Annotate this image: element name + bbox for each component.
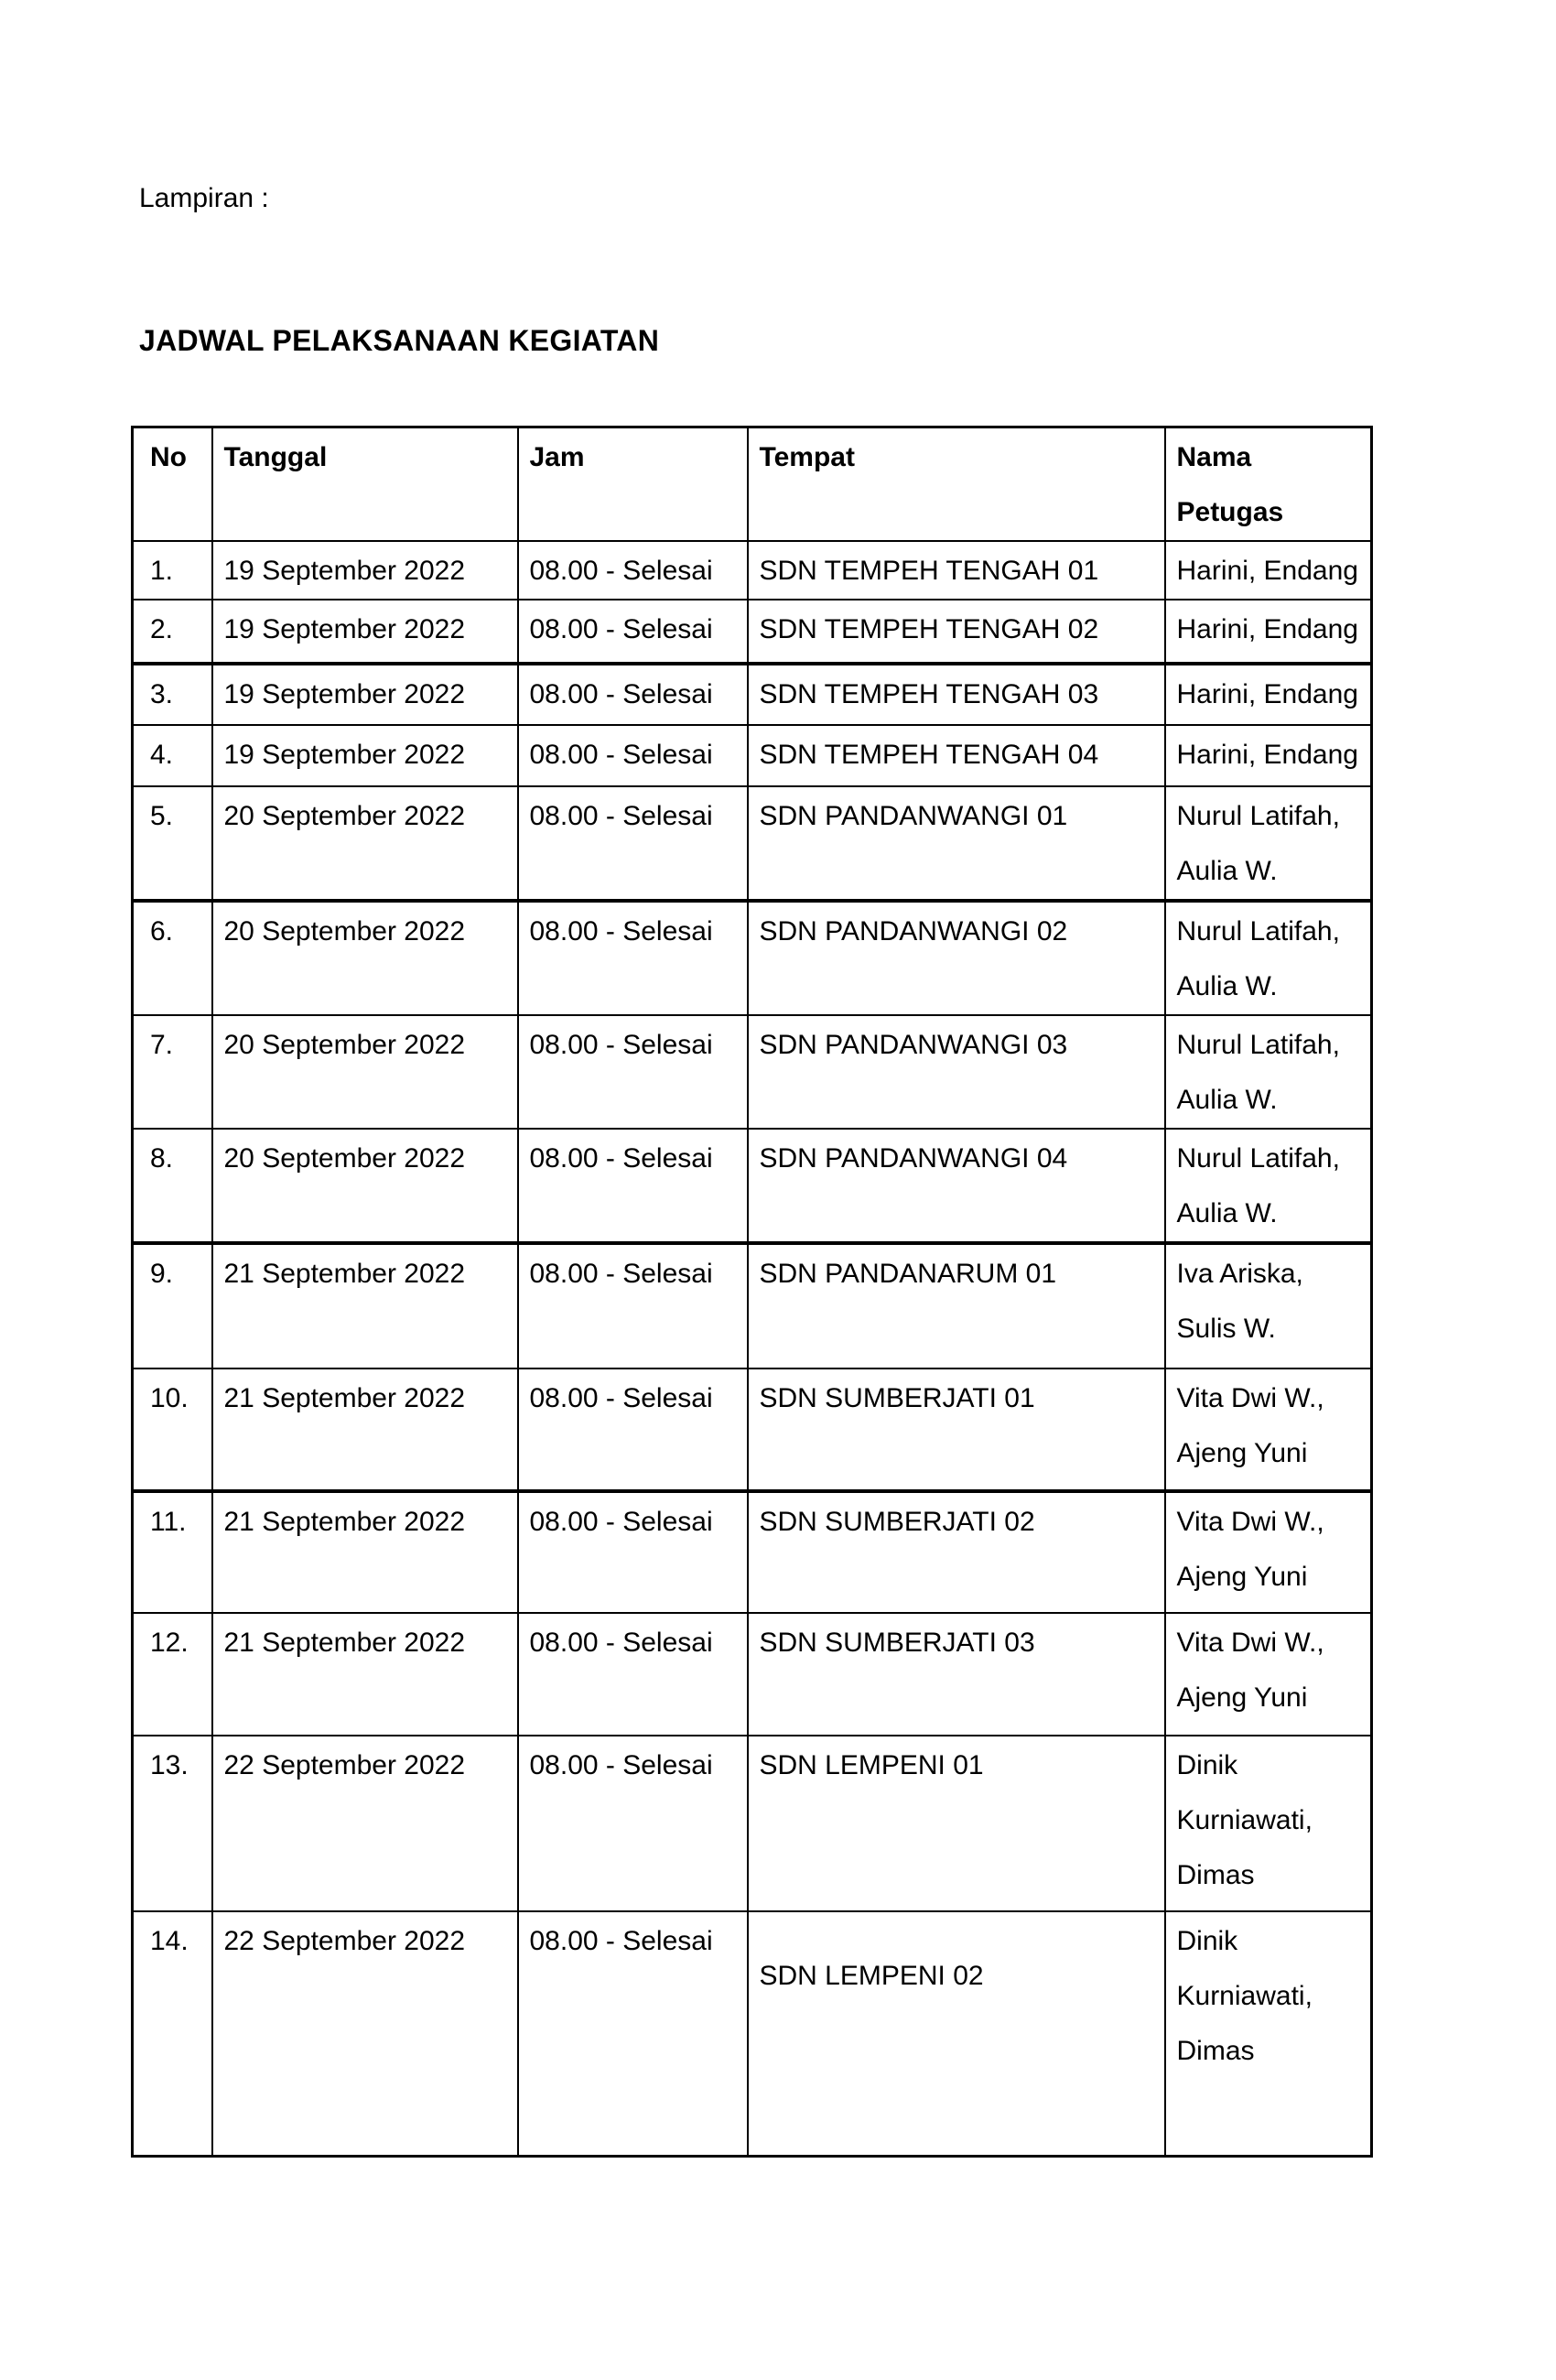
cell-tanggal (212, 1736, 518, 1911)
cell-text-line: Sulis W. (1176, 1314, 1276, 1344)
table-row (133, 541, 1372, 600)
cell-text-line: 20 September 2022 (223, 1030, 466, 1060)
cell-petugas (1165, 901, 1372, 1015)
cell-tempat (748, 1911, 1165, 2156)
cell-no (133, 1613, 212, 1736)
cell-jam (518, 541, 748, 600)
cell-text-line: SDN TEMPEH TENGAH 04 (759, 740, 1099, 770)
cell-text-line: Nurul Latifah, (1176, 801, 1340, 831)
table-row (133, 1491, 1372, 1613)
cell-petugas (1165, 1243, 1372, 1368)
cell-petugas (1165, 1368, 1372, 1491)
cell-text-line: 22 September 2022 (223, 1750, 466, 1780)
cell-text-line: Harini, Endang (1176, 556, 1358, 586)
cell-text-line: 20 September 2022 (223, 801, 466, 831)
cell-text-line: 6. (150, 916, 174, 947)
cell-tanggal (212, 786, 518, 901)
cell-jam (518, 600, 748, 664)
cell-text-line: Iva Ariska, (1176, 1259, 1303, 1289)
cell-text-line: Tanggal (223, 442, 328, 472)
cell-tanggal (212, 1368, 518, 1491)
cell-tempat (748, 901, 1165, 1015)
cell-text-line: 08.00 - Selesai (529, 1628, 713, 1658)
cell-text-line: Petugas (1176, 497, 1284, 527)
header-cell-no (133, 427, 212, 542)
cell-text-line: Aulia W. (1176, 1198, 1278, 1228)
cell-text-line: Ajeng Yuni (1176, 1682, 1308, 1713)
cell-text-line: 08.00 - Selesai (529, 740, 713, 770)
table-row (133, 1368, 1372, 1491)
cell-text-line: 08.00 - Selesai (529, 1383, 713, 1413)
cell-text-line: 20 September 2022 (223, 1143, 466, 1174)
cell-petugas (1165, 1736, 1372, 1911)
cell-text-line: Nurul Latifah, (1176, 1030, 1340, 1060)
cell-text-line: Dimas (1176, 2036, 1255, 2066)
page-title: JADWAL PELAKSANAAN KEGIATAN (139, 324, 660, 357)
cell-text-line: SDN SUMBERJATI 01 (759, 1383, 1035, 1413)
cell-tanggal (212, 541, 518, 600)
header-cell-tempat (748, 427, 1165, 542)
cell-tanggal (212, 725, 518, 786)
cell-text-line: No (150, 442, 187, 472)
table-row (133, 1613, 1372, 1736)
cell-text-line: 08.00 - Selesai (529, 801, 713, 831)
cell-no (133, 901, 212, 1015)
cell-text-line: SDN PANDANWANGI 02 (759, 916, 1068, 947)
table-row (133, 664, 1372, 725)
cell-text-line: SDN PANDANWANGI 01 (759, 801, 1068, 831)
header-cell-petugas (1165, 427, 1372, 542)
cell-text-line: SDN TEMPEH TENGAH 02 (759, 614, 1099, 644)
cell-text-line: Nama (1176, 442, 1252, 472)
cell-tempat (748, 786, 1165, 901)
cell-text-line: Harini, Endang (1176, 679, 1358, 709)
cell-text-line: 7. (150, 1030, 174, 1060)
cell-text-line: 08.00 - Selesai (529, 614, 713, 644)
cell-text-line: SDN LEMPENI 02 (759, 1961, 984, 1991)
cell-tempat (748, 1243, 1165, 1368)
cell-petugas (1165, 1129, 1372, 1243)
cell-jam (518, 1613, 748, 1736)
cell-jam (518, 1015, 748, 1129)
cell-text-line: Dimas (1176, 1860, 1255, 1890)
cell-text-line: 10. (150, 1383, 189, 1413)
cell-text-line: 08.00 - Selesai (529, 1507, 713, 1537)
cell-no (133, 1015, 212, 1129)
cell-text-line: 19 September 2022 (223, 556, 466, 586)
cell-petugas (1165, 600, 1372, 664)
cell-text-line: Aulia W. (1176, 971, 1278, 1001)
table-row (133, 1243, 1372, 1368)
cell-tempat (748, 664, 1165, 725)
cell-text-line: SDN SUMBERJATI 02 (759, 1507, 1035, 1537)
cell-petugas (1165, 1911, 1372, 2156)
cell-text-line: 08.00 - Selesai (529, 916, 713, 947)
cell-text-line: 21 September 2022 (223, 1507, 466, 1537)
cell-jam (518, 1491, 748, 1613)
cell-tanggal (212, 1491, 518, 1613)
cell-text-line: SDN PANDANWANGI 04 (759, 1143, 1068, 1174)
cell-text-line: Vita Dwi W., (1176, 1383, 1324, 1413)
cell-petugas (1165, 1015, 1372, 1129)
cell-tanggal (212, 600, 518, 664)
cell-tempat (748, 1491, 1165, 1613)
cell-text-line: 19 September 2022 (223, 740, 466, 770)
cell-no (133, 1243, 212, 1368)
cell-text-line: 21 September 2022 (223, 1628, 466, 1658)
cell-no (133, 1911, 212, 2156)
cell-tanggal (212, 901, 518, 1015)
cell-text-line: Aulia W. (1176, 856, 1278, 886)
cell-no (133, 541, 212, 600)
cell-text-line: Kurniawati, (1176, 1981, 1313, 2011)
cell-text-line: Harini, Endang (1176, 614, 1358, 644)
cell-no (133, 664, 212, 725)
cell-tempat (748, 1736, 1165, 1911)
cell-text-line: SDN LEMPENI 01 (759, 1750, 984, 1780)
cell-text-line: Harini, Endang (1176, 740, 1358, 770)
cell-text-line: Ajeng Yuni (1176, 1562, 1308, 1592)
cell-text-line: 1. (150, 556, 174, 586)
table-row (133, 901, 1372, 1015)
table-row (133, 786, 1372, 901)
cell-tanggal (212, 664, 518, 725)
cell-jam (518, 1129, 748, 1243)
cell-tanggal (212, 1613, 518, 1736)
lampiran-label: Lampiran : (139, 183, 269, 213)
cell-text-line: 4. (150, 740, 174, 770)
cell-jam (518, 901, 748, 1015)
cell-text-line: 19 September 2022 (223, 679, 466, 709)
cell-petugas (1165, 786, 1372, 901)
cell-petugas (1165, 725, 1372, 786)
cell-text-line: 08.00 - Selesai (529, 1143, 713, 1174)
cell-no (133, 1368, 212, 1491)
cell-petugas (1165, 664, 1372, 725)
cell-text-line: Jam (529, 442, 585, 472)
cell-no (133, 1491, 212, 1613)
cell-text-line: 08.00 - Selesai (529, 556, 713, 586)
cell-text-line: Aulia W. (1176, 1085, 1278, 1115)
cell-text-line: 3. (150, 679, 174, 709)
schedule-table (131, 426, 1373, 2158)
cell-tempat (748, 600, 1165, 664)
table-row (133, 600, 1372, 664)
table-row (133, 1129, 1372, 1243)
cell-no (133, 725, 212, 786)
cell-text-line: SDN TEMPEH TENGAH 01 (759, 556, 1099, 586)
cell-text-line: 20 September 2022 (223, 916, 466, 947)
cell-text-line: 8. (150, 1143, 174, 1174)
cell-text-line: 08.00 - Selesai (529, 1030, 713, 1060)
cell-no (133, 1736, 212, 1911)
cell-text-line: 21 September 2022 (223, 1259, 466, 1289)
table-body (133, 541, 1372, 2156)
cell-no (133, 1129, 212, 1243)
cell-tanggal (212, 1911, 518, 2156)
cell-petugas (1165, 1491, 1372, 1613)
header-cell-jam (518, 427, 748, 542)
cell-petugas (1165, 541, 1372, 600)
cell-jam (518, 1243, 748, 1368)
cell-jam (518, 664, 748, 725)
cell-text-line: 11. (150, 1507, 187, 1537)
cell-no (133, 786, 212, 901)
cell-text-line: Nurul Latifah, (1176, 1143, 1340, 1174)
header-row (133, 427, 1372, 542)
cell-jam (518, 1911, 748, 2156)
cell-text-line: 08.00 - Selesai (529, 1750, 713, 1780)
table-row (133, 725, 1372, 786)
cell-text-line: 08.00 - Selesai (529, 1259, 713, 1289)
table-row (133, 1015, 1372, 1129)
cell-jam (518, 786, 748, 901)
cell-text-line: 5. (150, 801, 174, 831)
cell-tanggal (212, 1129, 518, 1243)
cell-text-line: 14. (150, 1926, 189, 1956)
cell-text-line: SDN SUMBERJATI 03 (759, 1628, 1035, 1658)
header-cell-tanggal (212, 427, 518, 542)
cell-text-line: 2. (150, 614, 174, 644)
cell-text-line: Vita Dwi W., (1176, 1628, 1324, 1658)
cell-text-line: 19 September 2022 (223, 614, 466, 644)
cell-text-line: Tempat (759, 442, 855, 472)
cell-text-line: SDN PANDANARUM 01 (759, 1259, 1057, 1289)
table-row (133, 1736, 1372, 1911)
cell-tanggal (212, 1243, 518, 1368)
table-row (133, 1911, 1372, 2156)
cell-tempat (748, 1613, 1165, 1736)
cell-text-line: 12. (150, 1628, 189, 1658)
cell-jam (518, 725, 748, 786)
cell-jam (518, 1368, 748, 1491)
cell-tempat (748, 1368, 1165, 1491)
cell-tempat (748, 541, 1165, 600)
cell-text-line: 21 September 2022 (223, 1383, 466, 1413)
cell-text-line: Dinik (1176, 1750, 1238, 1780)
cell-text-line: 08.00 - Selesai (529, 679, 713, 709)
cell-text-line: SDN TEMPEH TENGAH 03 (759, 679, 1099, 709)
cell-text-line: SDN PANDANWANGI 03 (759, 1030, 1068, 1060)
cell-text-line: Dinik (1176, 1926, 1238, 1956)
cell-jam (518, 1736, 748, 1911)
cell-tempat (748, 1129, 1165, 1243)
cell-text-line: Ajeng Yuni (1176, 1438, 1308, 1468)
cell-petugas (1165, 1613, 1372, 1736)
cell-text-line: 13. (150, 1750, 189, 1780)
cell-text-line: Kurniawati, (1176, 1805, 1313, 1835)
cell-no (133, 600, 212, 664)
cell-text-line: 08.00 - Selesai (529, 1926, 713, 1956)
cell-tempat (748, 725, 1165, 786)
cell-tempat (748, 1015, 1165, 1129)
cell-text-line: 22 September 2022 (223, 1926, 466, 1956)
cell-tanggal (212, 1015, 518, 1129)
cell-text-line: Nurul Latifah, (1176, 916, 1340, 947)
cell-text-line: 9. (150, 1259, 174, 1289)
cell-text-line: Vita Dwi W., (1176, 1507, 1324, 1537)
